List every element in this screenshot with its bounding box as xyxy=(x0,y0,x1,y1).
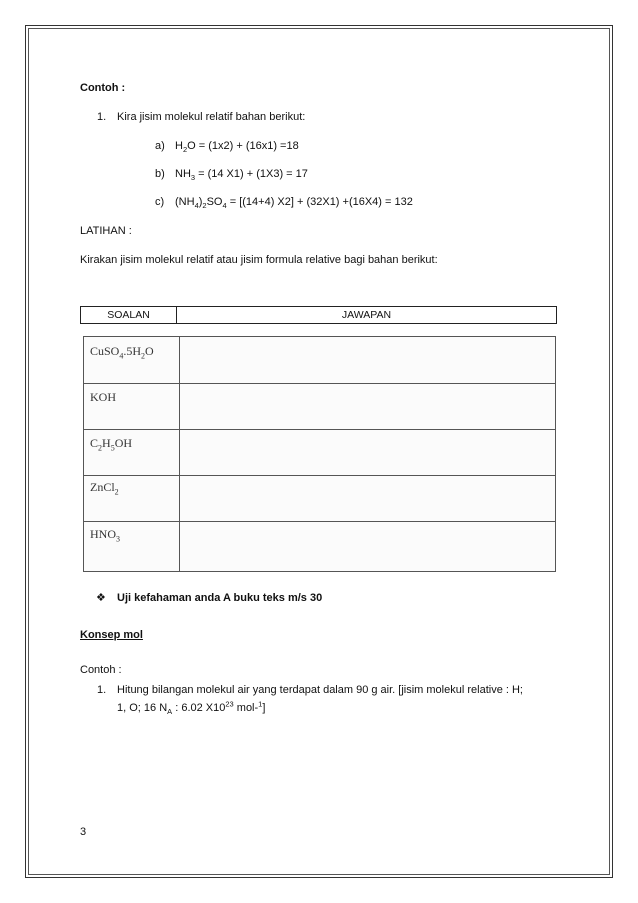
answer-table-header xyxy=(80,306,557,324)
latihan-heading: LATIHAN : xyxy=(80,225,132,237)
row-line xyxy=(84,475,555,476)
example-b-line: $NH_3 = (14$ X1) + (1X3) = 17 xyxy=(175,168,308,183)
contoh2-heading: Contoh : xyxy=(80,664,122,676)
example-b-letter: b) xyxy=(155,168,165,180)
q2-number: 1. xyxy=(97,684,107,696)
row-line xyxy=(84,429,555,430)
q1-number: 1. xyxy=(97,111,107,123)
table-row-label: $C_2H_5OH$ xyxy=(90,436,133,453)
example-c-line: $(NH_4)_2SO_4 = [(14+4) X2] + (32X1) +(16X4) = 132$ xyxy=(175,196,413,211)
example-a-letter: a) xyxy=(155,140,165,152)
table-row-label: KOH xyxy=(90,390,116,404)
contoh-heading: Contoh : xyxy=(80,82,126,94)
row-line xyxy=(84,383,555,384)
answer-table xyxy=(83,336,556,572)
row-line xyxy=(84,521,555,522)
bullet-text: Uji kefahaman anda A buku teks m/s 30 xyxy=(117,592,323,604)
table-divider xyxy=(179,337,180,571)
q2-line2: 1, O; 16 $N_A$ : 6.02 $X10^{23}$ mol-$^1$] xyxy=(117,699,266,717)
konsep-heading: Konsep mol xyxy=(80,629,143,641)
example-a-line: $H_2O = (1x2) + (16x1) =18$ xyxy=(175,140,299,155)
example-c-letter: c) xyxy=(155,196,165,208)
table-row-label: $HNO_3$ xyxy=(90,527,120,544)
latihan-instruction: Kirakan jisim molekul relatif atau jisim formula relative bagi bahan berikut: xyxy=(80,254,438,266)
diamond-bullet-icon: ❖ xyxy=(96,592,106,604)
col-jawapan: JAWAPAN xyxy=(341,309,392,321)
q1-text: Kira jisim molekul relatif bahan berikut: xyxy=(117,111,306,123)
table-row-label: ZnCl$_2$ xyxy=(90,480,119,497)
table-row-label: $CuSO_4.5H_2O$ xyxy=(90,344,154,361)
q2-line1: Hitung bilangan molekul air yang terdapat dalam 90 g air. [jisim molekul relative : H; xyxy=(117,684,523,696)
col-soalan: SOALAN xyxy=(81,307,177,323)
page-number: 3 xyxy=(80,826,87,838)
